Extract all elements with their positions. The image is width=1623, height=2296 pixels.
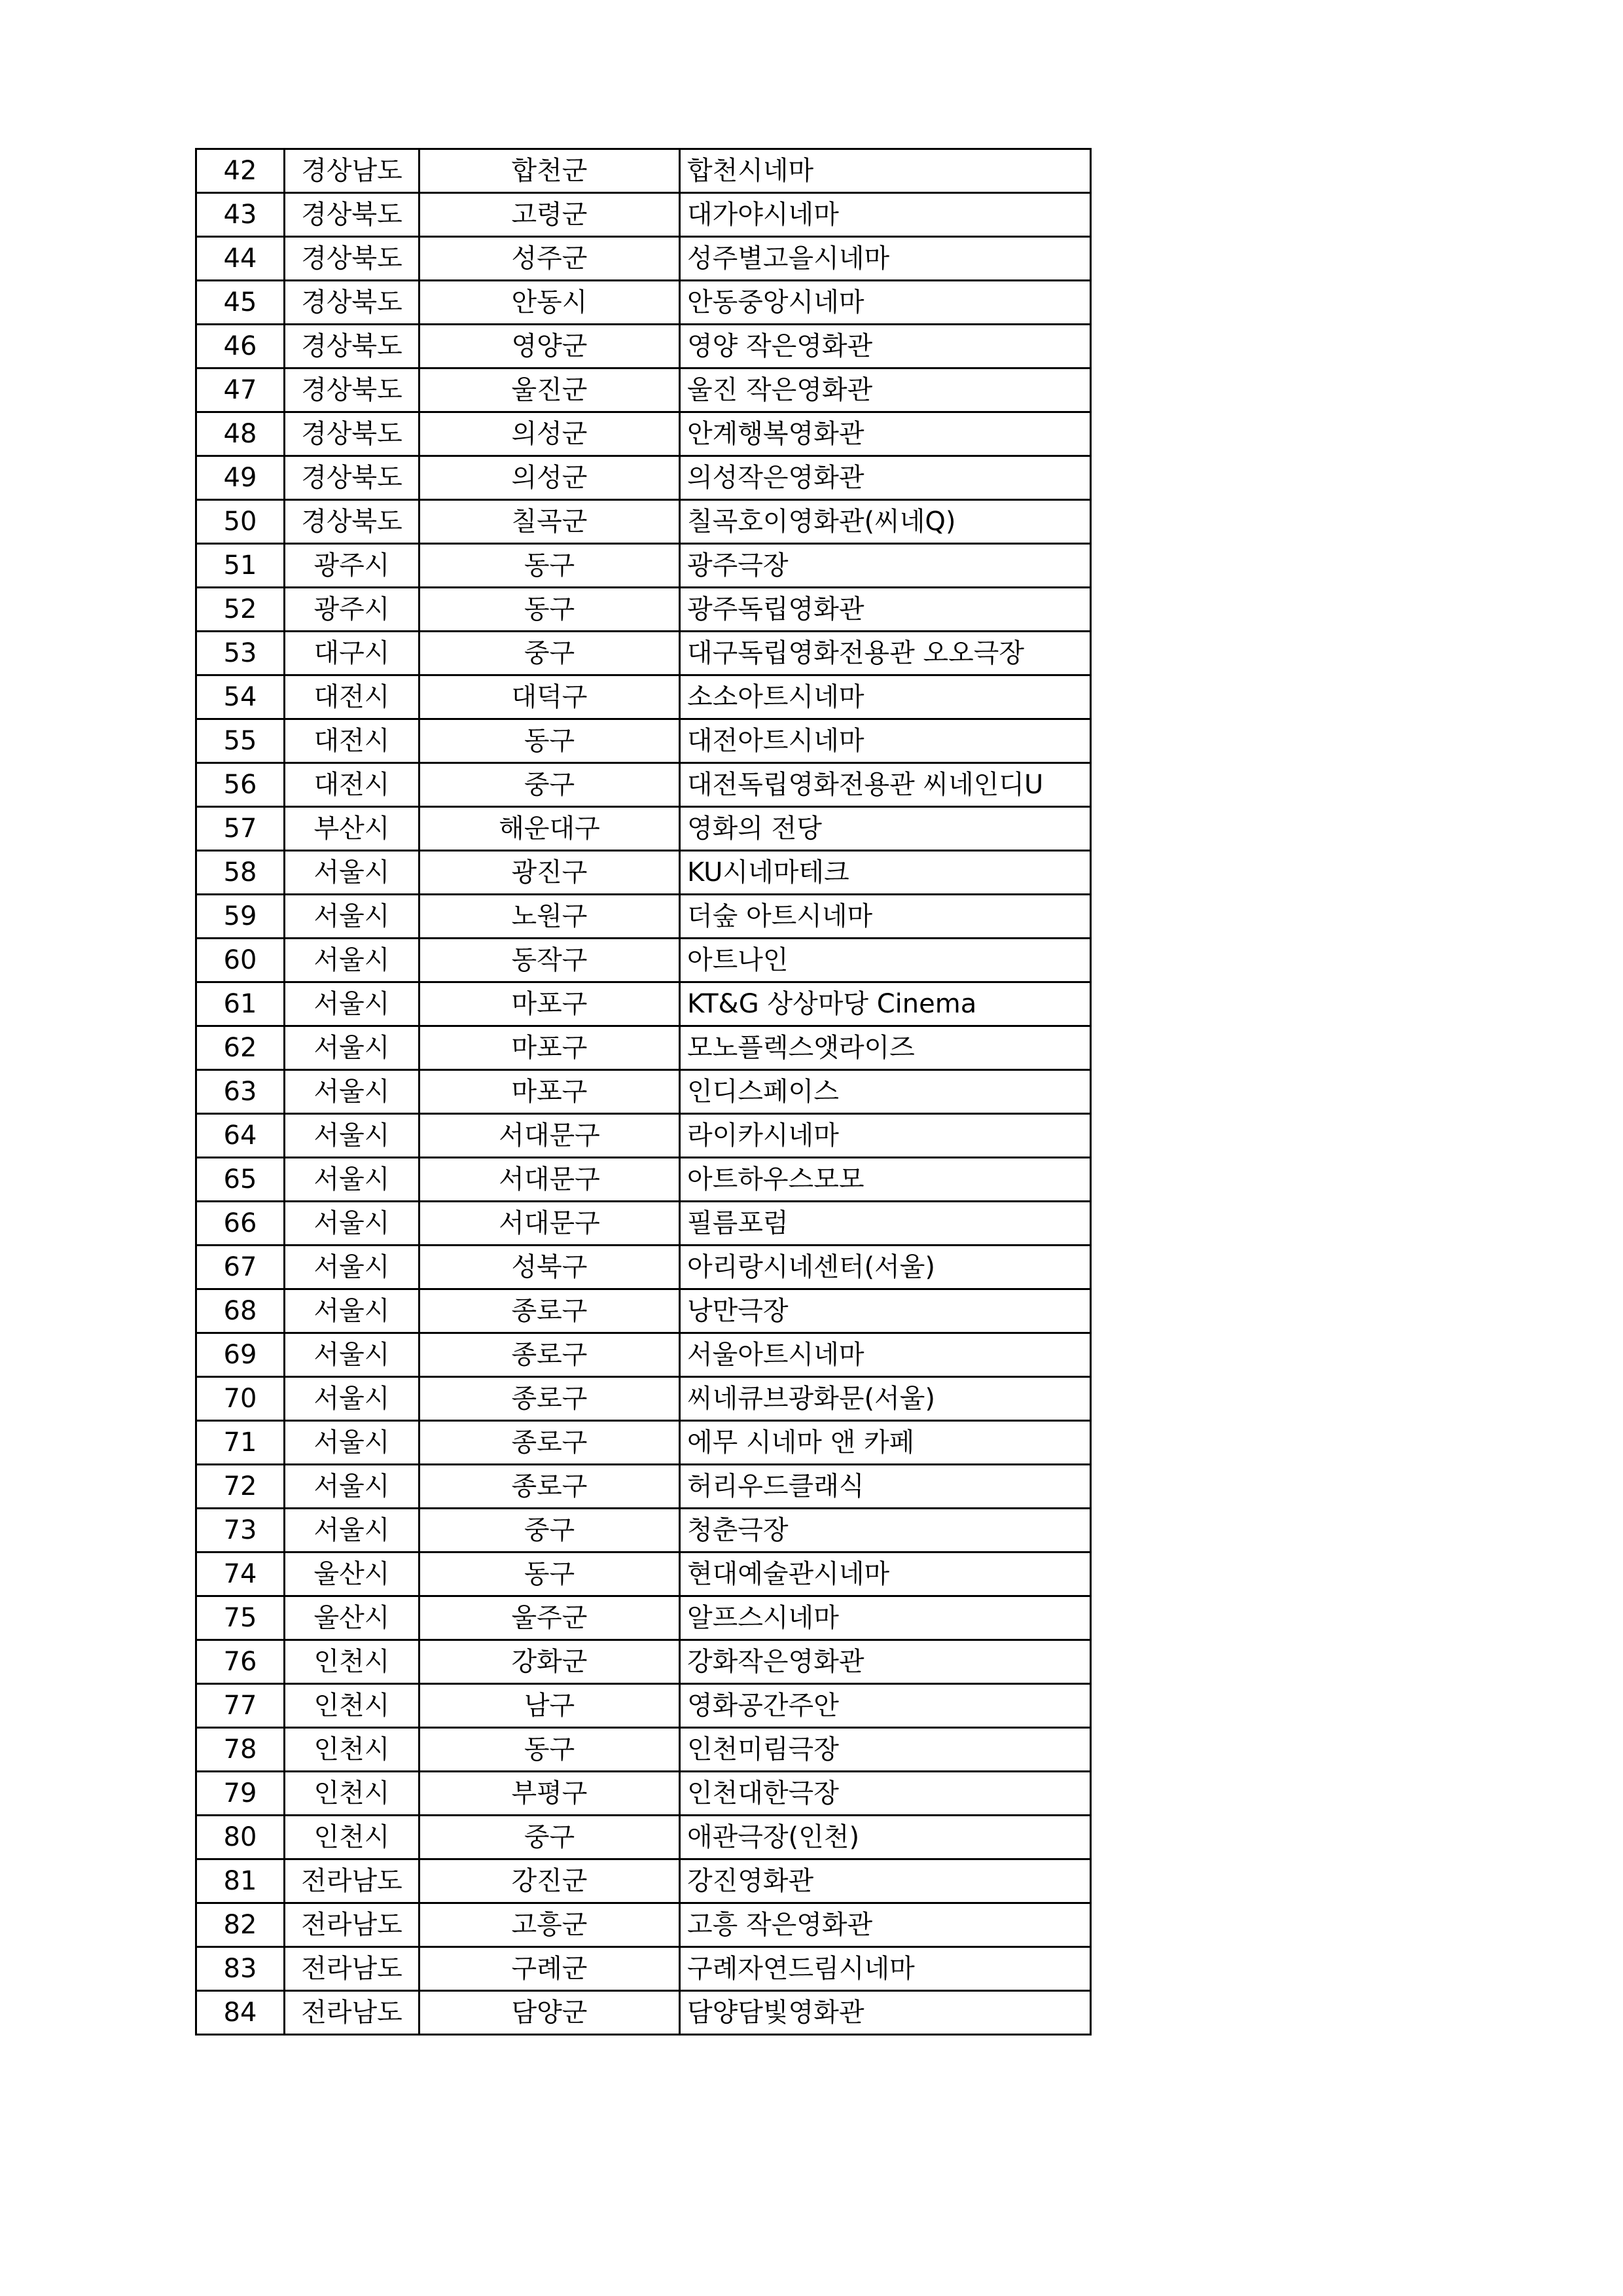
district-cell: 영양군	[419, 325, 680, 368]
district-cell: 의성군	[419, 456, 680, 500]
province-cell: 서울시	[285, 1421, 419, 1465]
district-cell: 구례군	[419, 1947, 680, 1991]
cinema-name-cell: 아트나인	[680, 939, 1091, 982]
district-cell: 종로구	[419, 1421, 680, 1465]
cinema-name-cell: 영양 작은영화관	[680, 325, 1091, 368]
table-row	[196, 1509, 1091, 1552]
row-number: 56	[196, 763, 285, 807]
district-cell: 고흥군	[419, 1903, 680, 1947]
district-cell: 광진구	[419, 851, 680, 895]
district-cell: 동구	[419, 1552, 680, 1596]
table-row	[196, 1816, 1091, 1859]
district-cell: 마포구	[419, 1070, 680, 1114]
row-number: 82	[196, 1903, 285, 1947]
table-row	[196, 1947, 1091, 1991]
row-number: 48	[196, 412, 285, 456]
cinema-name-cell: 소소아트시네마	[680, 675, 1091, 719]
cinema-name-cell: 현대예술관시네마	[680, 1552, 1091, 1596]
province-cell: 경상북도	[285, 412, 419, 456]
cinema-name-cell: 의성작은영화관	[680, 456, 1091, 500]
row-number: 83	[196, 1947, 285, 1991]
table-row	[196, 982, 1091, 1026]
row-number: 57	[196, 807, 285, 851]
province-cell: 경상북도	[285, 193, 419, 237]
district-cell: 의성군	[419, 412, 680, 456]
table-row	[196, 325, 1091, 368]
district-cell: 강진군	[419, 1859, 680, 1903]
cinema-name-cell: 구례자연드림시네마	[680, 1947, 1091, 1991]
row-number: 73	[196, 1509, 285, 1552]
row-number: 49	[196, 456, 285, 500]
cinema-name-cell: 강화작은영화관	[680, 1640, 1091, 1684]
cinema-name-cell: 안계행복영화관	[680, 412, 1091, 456]
row-number: 58	[196, 851, 285, 895]
table-row	[196, 851, 1091, 895]
province-cell: 경상북도	[285, 237, 419, 281]
district-cell: 종로구	[419, 1377, 680, 1421]
row-number: 53	[196, 632, 285, 675]
district-cell: 동구	[419, 544, 680, 588]
cinema-name-cell: 허리우드클래식	[680, 1465, 1091, 1509]
cinema-name-cell: 알프스시네마	[680, 1596, 1091, 1640]
district-cell: 대덕구	[419, 675, 680, 719]
cinema-name-cell: 대전아트시네마	[680, 719, 1091, 763]
row-number: 75	[196, 1596, 285, 1640]
province-cell: 서울시	[285, 1158, 419, 1202]
province-cell: 서울시	[285, 1509, 419, 1552]
district-cell: 합천군	[419, 149, 680, 193]
row-number: 46	[196, 325, 285, 368]
province-cell: 경상북도	[285, 500, 419, 544]
district-cell: 남구	[419, 1684, 680, 1728]
table-row	[196, 1903, 1091, 1947]
row-number: 77	[196, 1684, 285, 1728]
cinema-name-cell: 안동중앙시네마	[680, 281, 1091, 325]
district-cell: 마포구	[419, 982, 680, 1026]
district-cell: 중구	[419, 632, 680, 675]
row-number: 67	[196, 1246, 285, 1289]
cinema-name-cell: 대전독립영화전용관 씨네인디U	[680, 763, 1091, 807]
table-row	[196, 1070, 1091, 1114]
cinema-name-cell: 더숲 아트시네마	[680, 895, 1091, 939]
district-cell: 안동시	[419, 281, 680, 325]
province-cell: 부산시	[285, 807, 419, 851]
province-cell: 전라남도	[285, 1947, 419, 1991]
row-number: 47	[196, 368, 285, 412]
cinema-name-cell: 아트하우스모모	[680, 1158, 1091, 1202]
row-number: 65	[196, 1158, 285, 1202]
table-row	[196, 1377, 1091, 1421]
province-cell: 서울시	[285, 851, 419, 895]
table-row	[196, 1859, 1091, 1903]
table-row	[196, 1289, 1091, 1333]
district-cell: 해운대구	[419, 807, 680, 851]
cinema-name-cell: 인천미림극장	[680, 1728, 1091, 1772]
district-cell: 중구	[419, 1816, 680, 1859]
province-cell: 전라남도	[285, 1991, 419, 2035]
province-cell: 서울시	[285, 1465, 419, 1509]
row-number: 45	[196, 281, 285, 325]
table-row	[196, 895, 1091, 939]
province-cell: 서울시	[285, 1070, 419, 1114]
row-number: 81	[196, 1859, 285, 1903]
cinema-name-cell: 대가야시네마	[680, 193, 1091, 237]
district-cell: 서대문구	[419, 1158, 680, 1202]
province-cell: 인천시	[285, 1816, 419, 1859]
province-cell: 경상남도	[285, 149, 419, 193]
table-row	[196, 544, 1091, 588]
cinema-name-cell: 영화의 전당	[680, 807, 1091, 851]
row-number: 55	[196, 719, 285, 763]
table-row	[196, 1772, 1091, 1816]
row-number: 43	[196, 193, 285, 237]
cinema-name-cell: 씨네큐브광화문(서울)	[680, 1377, 1091, 1421]
district-cell: 울주군	[419, 1596, 680, 1640]
row-number: 74	[196, 1552, 285, 1596]
table-row	[196, 675, 1091, 719]
cinema-name-cell: 인천대한극장	[680, 1772, 1091, 1816]
cinema-name-cell: 대구독립영화전용관 오오극장	[680, 632, 1091, 675]
cinema-name-cell: 필름포럼	[680, 1202, 1091, 1246]
row-number: 71	[196, 1421, 285, 1465]
row-number: 68	[196, 1289, 285, 1333]
table-row	[196, 632, 1091, 675]
district-cell: 동구	[419, 1728, 680, 1772]
table-row	[196, 719, 1091, 763]
table-row	[196, 1114, 1091, 1158]
province-cell: 인천시	[285, 1728, 419, 1772]
province-cell: 서울시	[285, 1246, 419, 1289]
province-cell: 인천시	[285, 1684, 419, 1728]
district-cell: 서대문구	[419, 1114, 680, 1158]
province-cell: 서울시	[285, 1202, 419, 1246]
province-cell: 서울시	[285, 1377, 419, 1421]
province-cell: 광주시	[285, 588, 419, 632]
district-cell: 동작구	[419, 939, 680, 982]
row-number: 51	[196, 544, 285, 588]
row-number: 60	[196, 939, 285, 982]
province-cell: 경상북도	[285, 456, 419, 500]
cinema-name-cell: 서울아트시네마	[680, 1333, 1091, 1377]
table-row	[196, 368, 1091, 412]
district-cell: 고령군	[419, 193, 680, 237]
table-row	[196, 193, 1091, 237]
district-cell: 강화군	[419, 1640, 680, 1684]
province-cell: 전라남도	[285, 1859, 419, 1903]
cinema-list-body	[196, 149, 1091, 2035]
cinema-name-cell: 고흥 작은영화관	[680, 1903, 1091, 1947]
table-row	[196, 1684, 1091, 1728]
table-row	[196, 1026, 1091, 1070]
row-number: 69	[196, 1333, 285, 1377]
province-cell: 서울시	[285, 1289, 419, 1333]
province-cell: 서울시	[285, 939, 419, 982]
row-number: 80	[196, 1816, 285, 1859]
district-cell: 종로구	[419, 1289, 680, 1333]
district-cell: 성북구	[419, 1246, 680, 1289]
table-row	[196, 1421, 1091, 1465]
row-number: 52	[196, 588, 285, 632]
district-cell: 성주군	[419, 237, 680, 281]
table-row	[196, 939, 1091, 982]
cinema-name-cell: 에무 시네마 앤 카페	[680, 1421, 1091, 1465]
province-cell: 경상북도	[285, 368, 419, 412]
province-cell: 광주시	[285, 544, 419, 588]
table-row	[196, 456, 1091, 500]
cinema-list-table	[195, 148, 1092, 2036]
table-row	[196, 1728, 1091, 1772]
cinema-name-cell: 성주별고을시네마	[680, 237, 1091, 281]
row-number: 44	[196, 237, 285, 281]
cinema-name-cell: 애관극장(인천)	[680, 1816, 1091, 1859]
table-row	[196, 1202, 1091, 1246]
table-row	[196, 807, 1091, 851]
cinema-name-cell: 울진 작은영화관	[680, 368, 1091, 412]
table-row	[196, 412, 1091, 456]
row-number: 63	[196, 1070, 285, 1114]
cinema-name-cell: 모노플렉스앳라이즈	[680, 1026, 1091, 1070]
province-cell: 대구시	[285, 632, 419, 675]
row-number: 54	[196, 675, 285, 719]
province-cell: 서울시	[285, 1114, 419, 1158]
province-cell: 대전시	[285, 719, 419, 763]
cinema-name-cell: 광주독립영화관	[680, 588, 1091, 632]
table-row	[196, 763, 1091, 807]
district-cell: 종로구	[419, 1465, 680, 1509]
district-cell: 부평구	[419, 1772, 680, 1816]
row-number: 76	[196, 1640, 285, 1684]
province-cell: 대전시	[285, 763, 419, 807]
row-number: 64	[196, 1114, 285, 1158]
table-row	[196, 588, 1091, 632]
table-row	[196, 1640, 1091, 1684]
cinema-name-cell: 아리랑시네센터(서울)	[680, 1246, 1091, 1289]
row-number: 50	[196, 500, 285, 544]
row-number: 84	[196, 1991, 285, 2035]
row-number: 79	[196, 1772, 285, 1816]
row-number: 72	[196, 1465, 285, 1509]
cinema-name-cell: 라이카시네마	[680, 1114, 1091, 1158]
table-row	[196, 281, 1091, 325]
province-cell: 인천시	[285, 1772, 419, 1816]
row-number: 62	[196, 1026, 285, 1070]
table-row	[196, 1596, 1091, 1640]
province-cell: 경상북도	[285, 325, 419, 368]
table-row	[196, 500, 1091, 544]
cinema-name-cell: 광주극장	[680, 544, 1091, 588]
district-cell: 중구	[419, 1509, 680, 1552]
table-row	[196, 1158, 1091, 1202]
table-row	[196, 1246, 1091, 1289]
district-cell: 동구	[419, 588, 680, 632]
province-cell: 인천시	[285, 1640, 419, 1684]
province-cell: 울산시	[285, 1552, 419, 1596]
row-number: 66	[196, 1202, 285, 1246]
row-number: 42	[196, 149, 285, 193]
table-row	[196, 149, 1091, 193]
cinema-name-cell: KU시네마테크	[680, 851, 1091, 895]
cinema-name-cell: 인디스페이스	[680, 1070, 1091, 1114]
province-cell: 서울시	[285, 895, 419, 939]
cinema-name-cell: KT&G 상상마당 Cinema	[680, 982, 1091, 1026]
cinema-name-cell: 담양담빛영화관	[680, 1991, 1091, 2035]
district-cell: 중구	[419, 763, 680, 807]
province-cell: 경상북도	[285, 281, 419, 325]
row-number: 59	[196, 895, 285, 939]
province-cell: 서울시	[285, 1026, 419, 1070]
cinema-name-cell: 청춘극장	[680, 1509, 1091, 1552]
cinema-name-cell: 합천시네마	[680, 149, 1091, 193]
cinema-name-cell: 강진영화관	[680, 1859, 1091, 1903]
province-cell: 전라남도	[285, 1903, 419, 1947]
cinema-name-cell: 영화공간주안	[680, 1684, 1091, 1728]
table-row	[196, 237, 1091, 281]
table-row	[196, 1552, 1091, 1596]
table-row	[196, 1465, 1091, 1509]
province-cell: 서울시	[285, 982, 419, 1026]
table-row	[196, 1991, 1091, 2035]
district-cell: 울진군	[419, 368, 680, 412]
district-cell: 마포구	[419, 1026, 680, 1070]
cinema-name-cell: 칠곡호이영화관(씨네Q)	[680, 500, 1091, 544]
province-cell: 대전시	[285, 675, 419, 719]
province-cell: 서울시	[285, 1333, 419, 1377]
row-number: 78	[196, 1728, 285, 1772]
row-number: 70	[196, 1377, 285, 1421]
table-row	[196, 1333, 1091, 1377]
district-cell: 노원구	[419, 895, 680, 939]
district-cell: 동구	[419, 719, 680, 763]
row-number: 61	[196, 982, 285, 1026]
province-cell: 울산시	[285, 1596, 419, 1640]
district-cell: 칠곡군	[419, 500, 680, 544]
district-cell: 담양군	[419, 1991, 680, 2035]
cinema-name-cell: 낭만극장	[680, 1289, 1091, 1333]
district-cell: 종로구	[419, 1333, 680, 1377]
district-cell: 서대문구	[419, 1202, 680, 1246]
